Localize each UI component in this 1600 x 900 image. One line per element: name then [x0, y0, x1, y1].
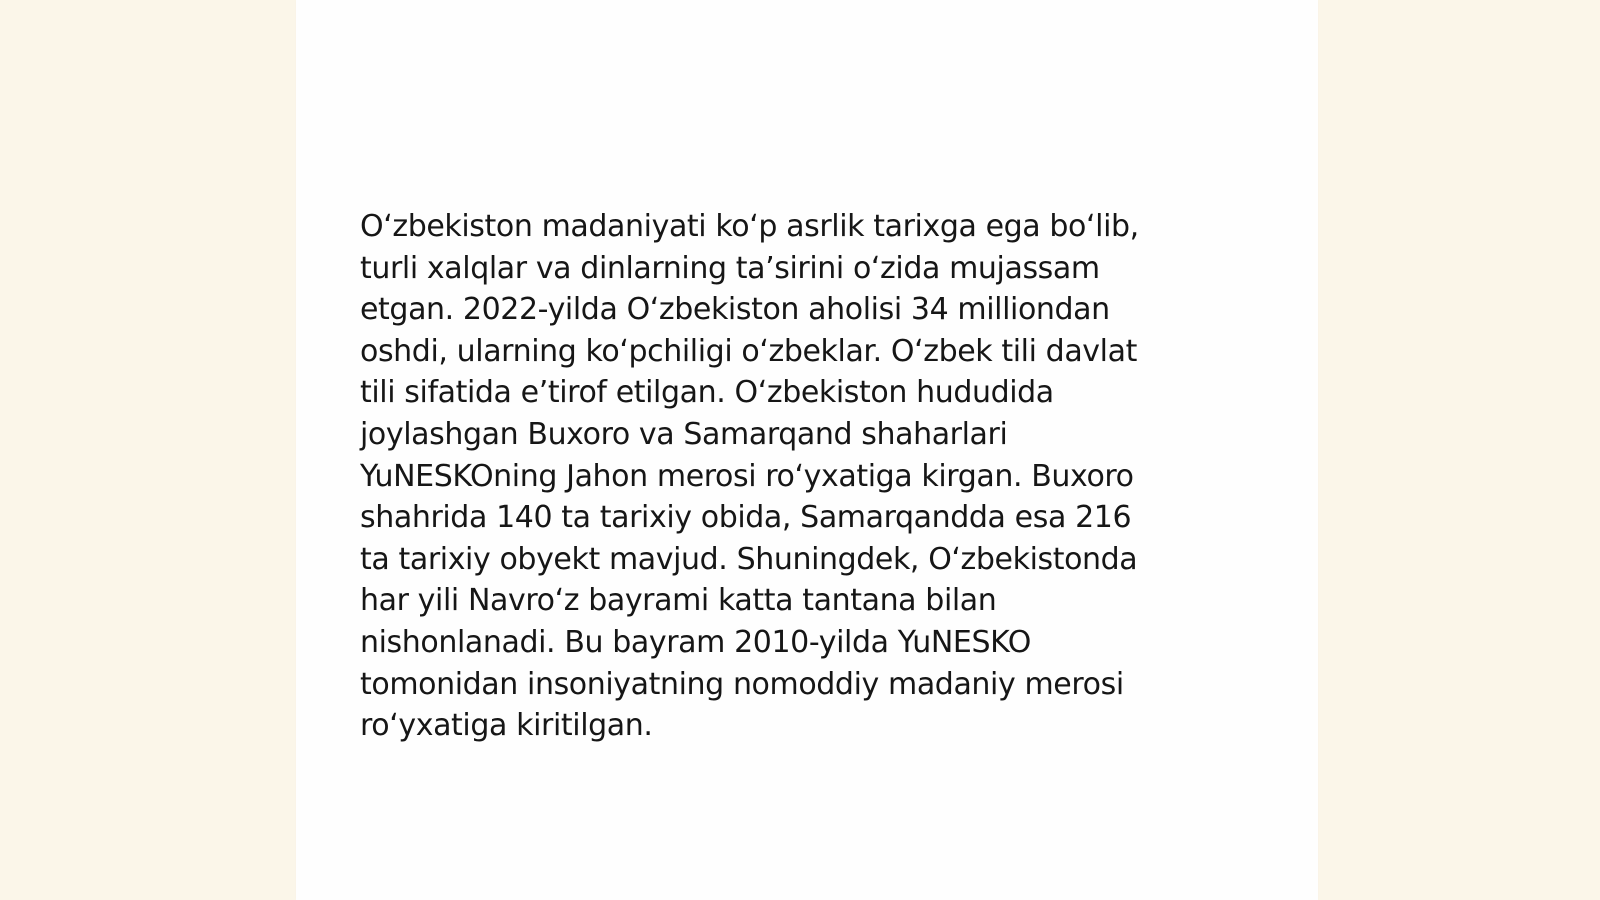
document-page [296, 0, 1318, 900]
body-paragraph: O‘zbekiston madaniyati ko‘p asrlik tarixga ega bo‘lib, turli xalqlar va dinlarning ta’sirini o‘zida mujassam etgan. 2022-yilda O‘zbekiston aholisi 34 milliondan oshdi, ularning ko‘pchiligi o‘zbeklar. O‘zbek tili davlat tili sifatida e’tirof etilgan. O‘zbekiston hududida joylashgan Buxoro va Samarqand shaharlari YuNESKOning Jahon merosi ro‘yxatiga kirgan. Buxoro shahrida 140 ta tarixiy obida, Samarqandda esa 216 ta tarixiy obyekt mavjud. Shuningdek, O‘zbekistonda har yili Navro‘z bayrami katta tantana bilan nishonlanadi. Bu bayram 2010-yilda YuNESKO tomonidan insoniyatning nomoddiy madaniy merosi ro‘yxatiga kiritilgan. [360, 209, 1139, 744]
